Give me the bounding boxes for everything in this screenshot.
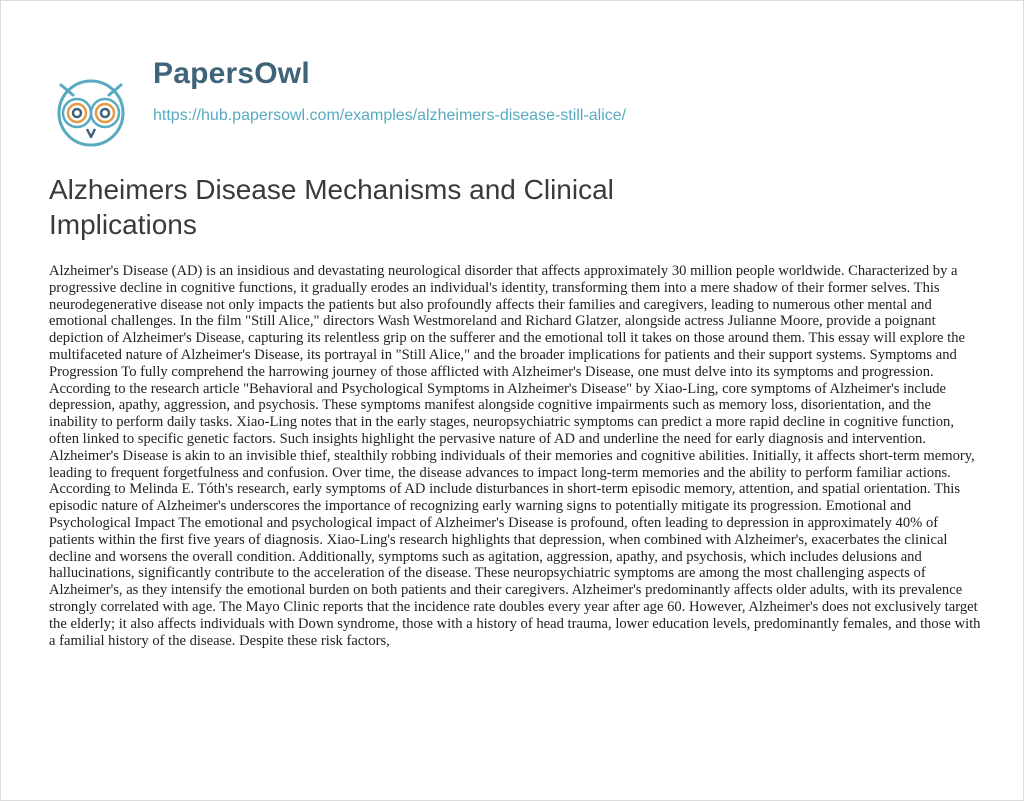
source-url-link[interactable]: https://hub.papersowl.com/examples/alzheimers-disease-still-alice/	[153, 107, 627, 124]
brand-name[interactable]: PapersOwl	[153, 57, 310, 90]
site-header	[45, 57, 985, 137]
essay-body-text: Alzheimer's Disease (AD) is an insidious and devastating neurological disorder that affects approximately 30 million people worldwide. Characterized by a progressive decline in cognitive functions, it gradually erodes an individual's identity, transforming them into a mere shadow of their former selves. This neurodegenerative disease not only impacts the patients but also profoundly affects their families and caregivers, leading to numerous other mental and emotional challenges. In the film "Still Alice," directors Wash Westmoreland and Richard Glatzer, alongside actress Julianne Moore, provide a poignant depiction of Alzheimer's Disease, capturing its relentless grip on the sufferer and the emotional toll it takes on those around them. This essay will explore the multifaceted nature of Alzheimer's Disease, its portrayal in "Still Alice," and the broader implications for patients and their support systems. Symptoms and Progression To fully comprehend the harrowing journey of those afflicted with Alzheimer's Disease, one must delve into its symptoms and progression. According to the research article "Behavioral and Psychological Symptoms in Alzheimer's Disease" by Xiao-Ling, core symptoms of Alzheimer's include depression, apathy, aggression, and psychosis. These symptoms manifest alongside cognitive impairments such as memory loss, disorientation, and the inability to perform daily tasks. Xiao-Ling notes that in the early stages, neuropsychiatric symptoms can predict a more rapid decline in cognitive function, often linked to specific genetic factors. Such insights highlight the pervasive nature of AD and underline the need for early diagnosis and intervention. Alzheimer's Disease is akin to an invisible thief, stealthily robbing individuals of their memories and cognitive abilities. Initially, it affects short-term memory, leading to frequent forgetfulness and confusion. Over time, the disease advances to impact long-term memories and the ability to perform familiar actions. According to Melinda E. Tóth's research, early symptoms of AD include disturbances in short-term episodic memory, attention, and spatial orientation. This episodic nature of Alzheimer's underscores the importance of recognizing early warning signs to potentially mitigate its progression. Emotional and Psychological Impact The emotional and psychological impact of Alzheimer's Disease is profound, often leading to depression in approximately 40% of patients within the first five years of diagnosis. Xiao-Ling's research highlights that depression, when combined with Alzheimer's, exacerbates the clinical decline and worsens the overall condition. Additionally, symptoms such as agitation, aggression, apathy, and psychosis, which includes delusions and hallucinations, significantly contribute to the acceleration of the disease. These neuropsychiatric symptoms are among the most challenging aspects of Alzheimer's, as they intensify the emotional burden on both patients and their caregivers. Alzheimer's predominantly affects older adults, with its prevalence strongly correlated with age. The Mayo Clinic reports that the incidence rate doubles every year after age 60. However, Alzheimer's does not exclusively target the elderly; it also affects individuals with Down syndrome, those with a history of head trauma, lower education levels, predominantly females, and those with a familial history of the disease. Despite these risk factors,	[49, 263, 981, 649]
page-title: Alzheimers Disease Mechanisms and Clinical Implications	[49, 174, 614, 240]
owl-logo-icon[interactable]	[45, 63, 137, 155]
